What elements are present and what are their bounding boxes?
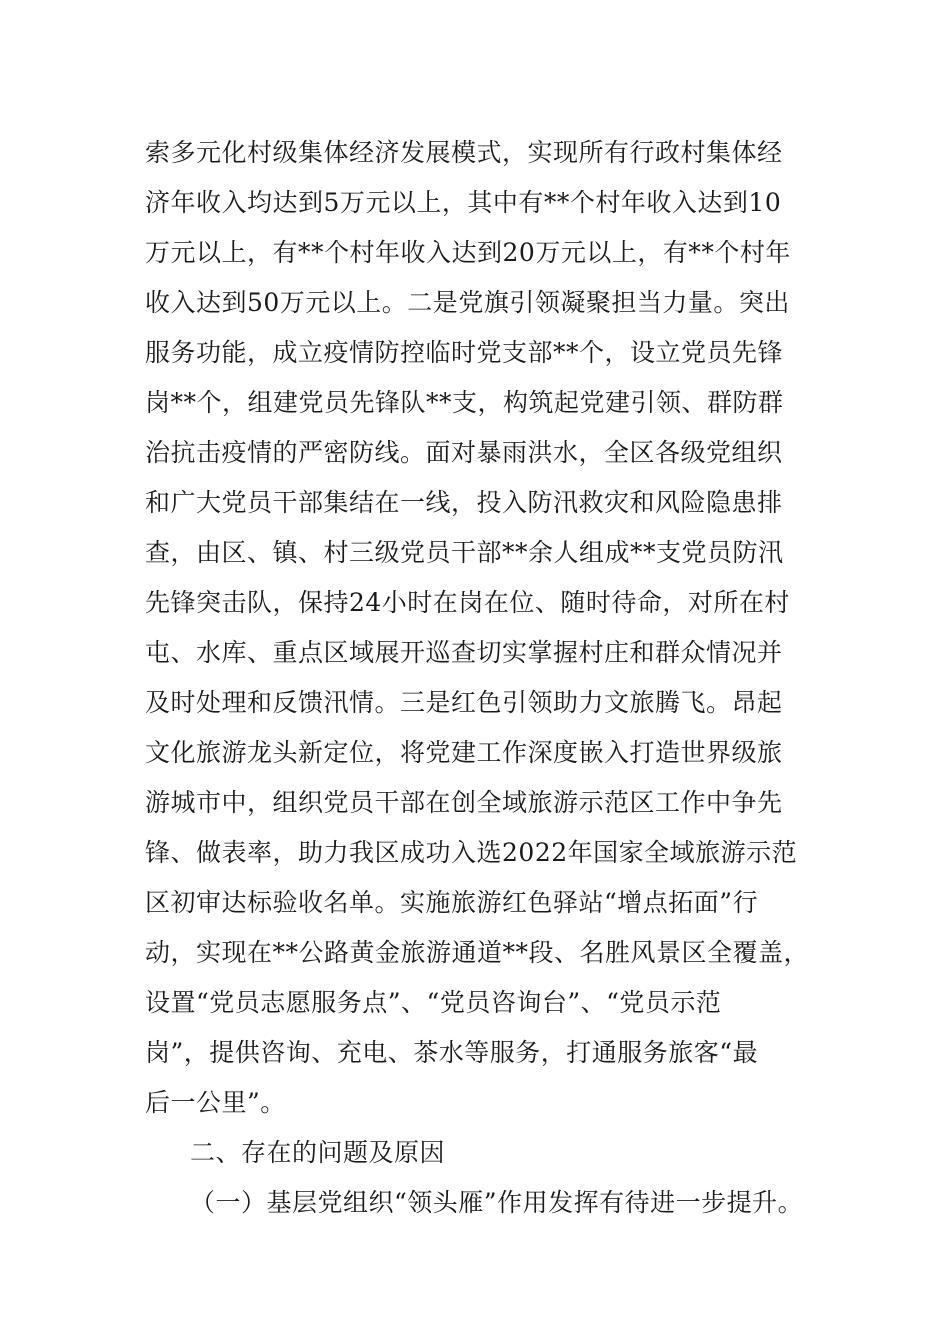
body-text-line: 治抗击疫情的严密防线。面对暴雨洪水，全区各级党组织 bbox=[145, 438, 783, 467]
body-text-line: 文化旅游龙头新定位，将党建工作深度嵌入打造世界级旅 bbox=[145, 738, 783, 767]
section-heading: 二、存在的问题及原因 bbox=[190, 1138, 446, 1167]
body-text-line: 设置“党员志愿服务点”、“党员咨询台”、“党员示范 bbox=[145, 988, 722, 1017]
body-text-line: 屯、水库、重点区域展开巡查切实掌握村庄和群众情况并 bbox=[145, 638, 783, 667]
body-text-line: 万元以上，有**个村年收入达到20万元以上，有**个村年 bbox=[145, 238, 791, 267]
body-text-line: 动，实现在**公路黄金旅游通道**段、名胜风景区全覆盖， bbox=[145, 938, 810, 967]
body-text-line: 岗**个，组建党员先锋队**支，构筑起党建引领、群防群 bbox=[145, 388, 784, 417]
body-text-line: 济年收入均达到5万元以上，其中有**个村年收入达到10 bbox=[145, 188, 782, 217]
body-text-line: 和广大党员干部集结在一线，投入防汛救灾和风险隐患排 bbox=[145, 488, 783, 517]
body-text-line: 游城市中，组织党员干部在创全域旅游示范区工作中争先 bbox=[145, 788, 783, 817]
body-text-line: 收入达到50万元以上。二是党旗引领凝聚担当力量。突出 bbox=[145, 288, 790, 317]
body-text-line: 锋、做表率，助力我区成功入选2022年国家全域旅游示范 bbox=[145, 838, 798, 867]
body-text-line: 索多元化村级集体经济发展模式，实现所有行政村集体经 bbox=[145, 138, 783, 167]
body-text-line: 后一公里”。 bbox=[145, 1088, 286, 1117]
body-text-line: 岗”，提供咨询、充电、茶水等服务，打通服务旅客“最 bbox=[145, 1038, 759, 1067]
body-text-line: 及时处理和反馈汛情。三是红色引领助力文旅腾飞。昂起 bbox=[145, 688, 783, 717]
body-text-line: 区初审达标验收名单。实施旅游红色驿站“增点拓面”行 bbox=[145, 888, 759, 917]
body-text-line: 先锋突击队，保持24小时在岗在位、随时待命，对所在村 bbox=[145, 588, 790, 617]
body-text-line: 服务功能，成立疫情防控临时党支部**个，设立党员先锋 bbox=[145, 338, 784, 367]
subsection-heading: （一）基层党组织“领头雁”作用发挥有待进一步提升。 bbox=[190, 1188, 804, 1217]
body-text-line: 查，由区、镇、村三级党员干部**余人组成**支党员防汛 bbox=[145, 538, 784, 567]
